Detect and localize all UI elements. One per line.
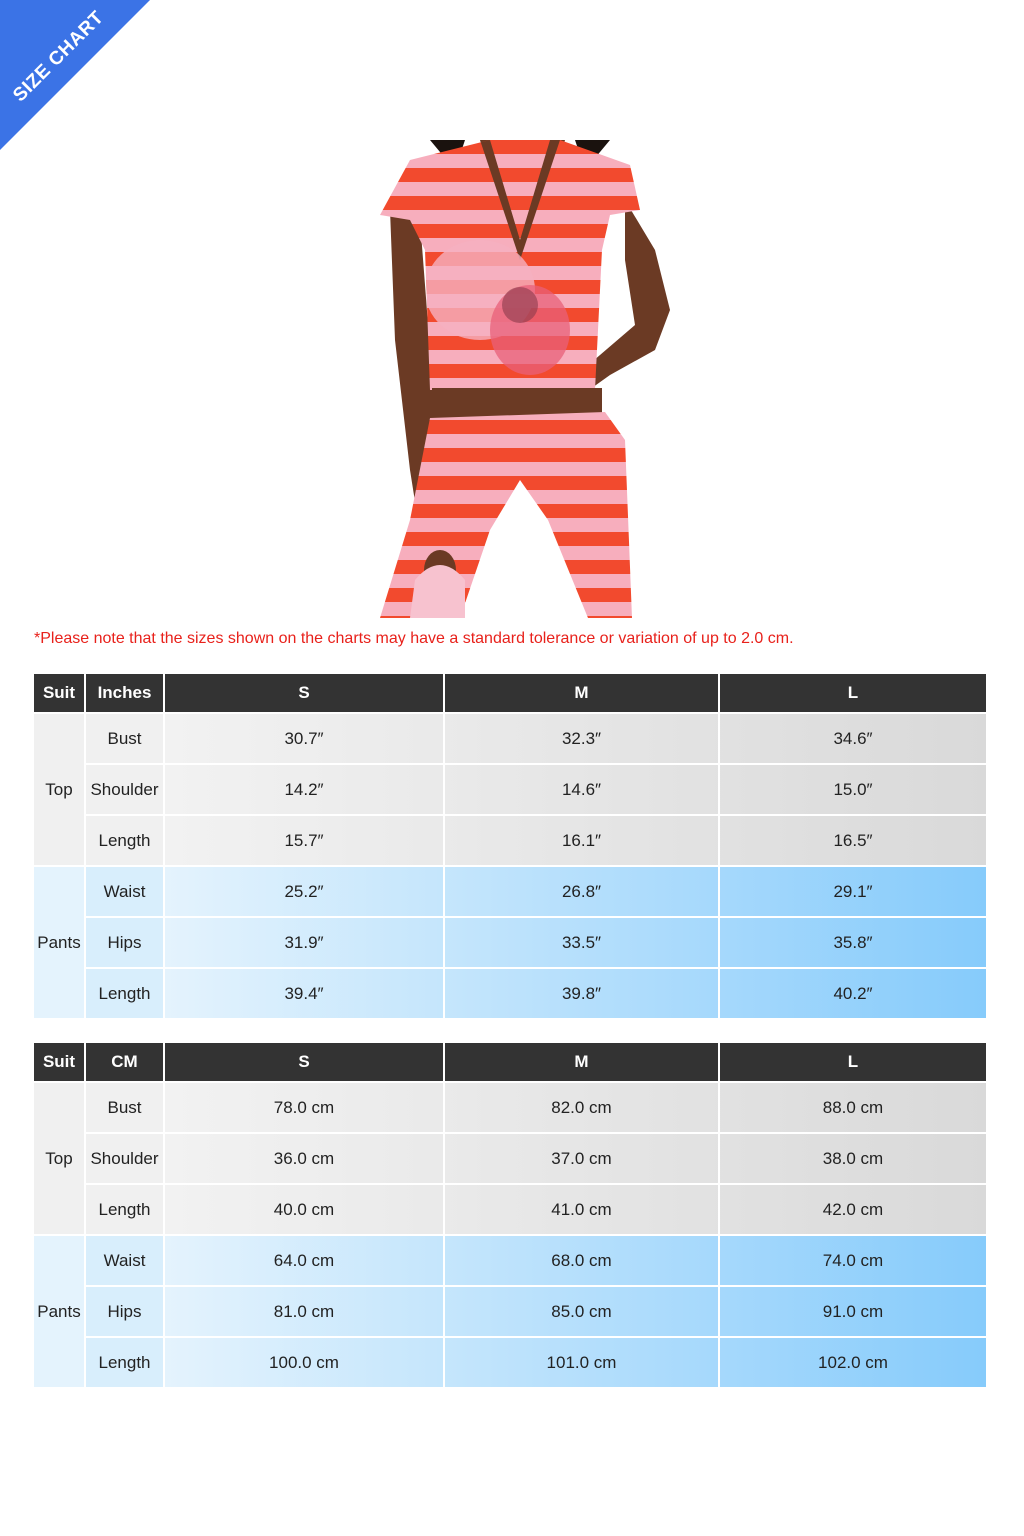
value-cell: 101.0 cm [445,1338,718,1387]
table-row [34,1287,986,1336]
size-s-header: S [165,1043,443,1081]
value-cell: 40.2″ [720,969,986,1018]
unit-header: CM [86,1043,163,1081]
table-row [34,714,986,763]
table-row [34,816,986,865]
measure-label: Hips [86,918,163,967]
measure-label: Length [86,816,163,865]
value-cell: 39.4″ [165,969,443,1018]
value-cell: 33.5″ [445,918,718,967]
value-cell: 81.0 cm [165,1287,443,1336]
suit-header: Suit [34,1043,84,1081]
badge-background [0,0,150,150]
measure-label: Shoulder [86,1134,163,1183]
value-cell: 42.0 cm [720,1185,986,1234]
value-cell: 30.7″ [165,714,443,763]
value-cell: 102.0 cm [720,1338,986,1387]
value-cell: 40.0 cm [165,1185,443,1234]
measure-label: Length [86,1185,163,1234]
measure-label: Length [86,969,163,1018]
value-cell: 68.0 cm [445,1236,718,1285]
value-cell: 39.8″ [445,969,718,1018]
table-row [34,1083,986,1132]
table-row [34,918,986,967]
value-cell: 25.2″ [165,867,443,916]
product-photo [370,140,670,618]
measure-label: Length [86,1338,163,1387]
value-cell: 41.0 cm [445,1185,718,1234]
value-cell: 88.0 cm [720,1083,986,1132]
table-row [34,1236,986,1285]
group-label-top: Top [34,1083,84,1234]
size-chart-badge [0,0,150,150]
table-row [34,867,986,916]
inches-size-table [32,672,988,1020]
value-cell: 85.0 cm [445,1287,718,1336]
suit-header: Suit [34,674,84,712]
value-cell: 91.0 cm [720,1287,986,1336]
value-cell: 36.0 cm [165,1134,443,1183]
value-cell: 31.9″ [165,918,443,967]
value-cell: 14.2″ [165,765,443,814]
table-row [34,765,986,814]
value-cell: 14.6″ [445,765,718,814]
table-header-row [34,674,986,712]
size-s-header: S [165,674,443,712]
measure-label: Hips [86,1287,163,1336]
value-cell: 74.0 cm [720,1236,986,1285]
value-cell: 38.0 cm [720,1134,986,1183]
group-label-top: Top [34,714,84,865]
unit-header: Inches [86,674,163,712]
measure-label: Waist [86,1236,163,1285]
table-row [34,1134,986,1183]
badge-label: SIZE CHART [9,7,109,107]
value-cell: 100.0 cm [165,1338,443,1387]
value-cell: 26.8″ [445,867,718,916]
measure-label: Shoulder [86,765,163,814]
size-m-header: M [445,1043,718,1081]
group-label-pants: Pants [34,867,84,1018]
table-row [34,969,986,1018]
value-cell: 37.0 cm [445,1134,718,1183]
table-row [34,1338,986,1387]
value-cell: 64.0 cm [165,1236,443,1285]
value-cell: 82.0 cm [445,1083,718,1132]
table-row [34,1185,986,1234]
group-label-pants: Pants [34,1236,84,1387]
size-m-header: M [445,674,718,712]
size-l-header: L [720,674,986,712]
value-cell: 32.3″ [445,714,718,763]
value-cell: 29.1″ [720,867,986,916]
model-in-striped-outfit-illustration [370,140,670,618]
value-cell: 15.7″ [165,816,443,865]
value-cell: 78.0 cm [165,1083,443,1132]
measure-label: Waist [86,867,163,916]
cm-size-table [32,1041,988,1389]
measure-label: Bust [86,714,163,763]
value-cell: 35.8″ [720,918,986,967]
measure-label: Bust [86,1083,163,1132]
value-cell: 15.0″ [720,765,986,814]
tolerance-note: *Please note that the sizes shown on the charts may have a standard tolerance or variation of up to 2.0 cm. [34,630,794,647]
value-cell: 16.1″ [445,816,718,865]
value-cell: 16.5″ [720,816,986,865]
table-header-row [34,1043,986,1081]
size-l-header: L [720,1043,986,1081]
value-cell: 34.6″ [720,714,986,763]
